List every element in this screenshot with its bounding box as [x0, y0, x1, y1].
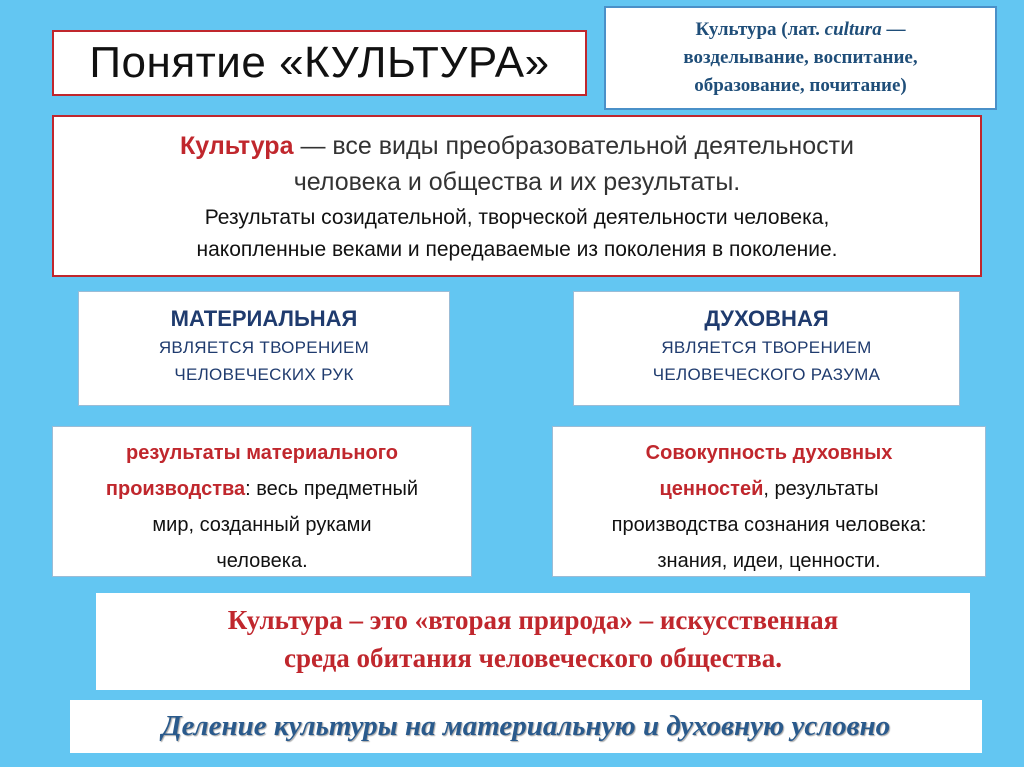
definition-line-1 — [54, 128, 980, 164]
material-culture-box — [78, 291, 450, 406]
spiritual-culture-desc-2: ЧЕЛОВЕЧЕСКОГО РАЗУМА — [652, 365, 881, 384]
material-culture-desc-1: ЯВЛЯЕТСЯ ТВОРЕНИЕМ — [158, 338, 370, 357]
second-nature-box — [96, 593, 970, 690]
spiritual-results-line-3: производства сознания человека: — [611, 514, 927, 536]
spiritual-results-highlight-1: Совокупность духовных — [645, 442, 893, 464]
material-results-rest-2: : весь предметный — [245, 478, 419, 500]
spiritual-results-line-4: знания, идеи, ценности. — [657, 550, 881, 572]
spiritual-results-rest-2: , результаты — [763, 478, 879, 500]
definition-term: Культура — [179, 132, 294, 160]
definition-box — [52, 115, 982, 277]
etymology-latin: cultura — [824, 19, 882, 40]
material-results-line-4: человека. — [216, 550, 308, 572]
etymology-prefix: Культура (лат. — [695, 19, 825, 40]
definition-sub-line-1: Результаты созидательной, творческой деятельности человека, — [204, 206, 830, 229]
definition-line-2: человека и общества и их результаты. — [293, 168, 741, 196]
footer-text: Деление культуры на материальную и духовную условно — [161, 710, 891, 742]
title-box — [52, 30, 587, 96]
etymology-line-3: образование, почитание) — [694, 75, 907, 96]
etymology-box — [604, 6, 997, 110]
spiritual-culture-desc-1: ЯВЛЯЕТСЯ ТВОРЕНИЕМ — [661, 338, 872, 357]
etymology-suffix: — — [881, 19, 906, 40]
material-culture-heading: МАТЕРИАЛЬНАЯ — [170, 306, 358, 331]
material-culture-desc-2: ЧЕЛОВЕЧЕСКИХ РУК — [174, 365, 354, 384]
etymology-line-2: возделывание, воспитание, — [683, 47, 918, 68]
definition-sub — [54, 202, 980, 266]
footer-box — [70, 700, 982, 753]
page-title: Понятие «КУЛЬТУРА» — [89, 38, 550, 87]
spiritual-culture-box — [573, 291, 960, 406]
spiritual-results-box — [552, 426, 986, 577]
material-results-highlight-1: результаты материального — [125, 442, 399, 464]
definition-line-1-rest: — все виды преобразовательной деятельности — [293, 132, 855, 160]
second-nature-line-1: Культура – это «вторая природа» – искусственная — [227, 605, 839, 635]
material-results-highlight-2: производства — [105, 478, 246, 500]
material-results-line-3: мир, созданный руками — [152, 514, 372, 536]
material-results-box — [52, 426, 472, 577]
spiritual-results-highlight-2: ценностей — [659, 478, 764, 500]
etymology-text — [683, 16, 917, 100]
spiritual-culture-heading: ДУХОВНАЯ — [704, 306, 829, 331]
definition-sub-line-2: накопленные веками и передаваемые из поколения в поколение. — [196, 238, 838, 261]
second-nature-line-2: среда обитания человеческого общества. — [284, 643, 782, 673]
